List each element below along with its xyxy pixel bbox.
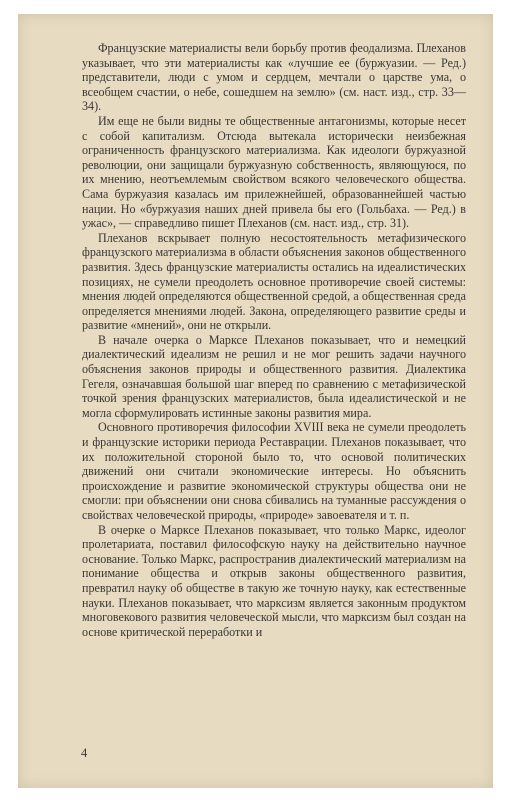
paragraph: Им еще не были видны те общественные антагонизмы, которые несет с собой капитализм. Отсюда вытекала исторически неизбежная ограниченность французского материализма. Как идеологи буржуазной революции, они защищали буржуазную собственность, являющуюся, по их мнению, неотъемлемым свойством всякого человеческого общества. Сама буржуазия казалась им прилежнейшей, образованнейшей частью нации. Но «буржуазия наших дней привела бы его (Гольбаха. — Ред.) в ужас», — справедливо пишет Плеханов (см. наст. изд., стр. 31). xyxy=(82,113,466,231)
page-text xyxy=(82,41,466,639)
paragraph: В начале очерка о Марксе Плеханов показывает, что и немецкий диалектический идеализм не решил и не мог решить задачи научного объяснения законов природы и общественного развития. Диалектика Гегеля, означавшая большой шаг вперед по сравнению с метафизической точкой зрения французских материалистов, была идеалистической и не могла сформулировать истинные законы развития мира. xyxy=(82,332,466,420)
page-number: 4 xyxy=(81,746,88,760)
paragraph: Основного противоречия философии XVIII века не сумели преодолеть и французские историки периода Реставрации. Плеханов показывает, что их положительной стороной было то, что основой политических движений они считали экономические интересы. Но объяснить происхождение и развитие экономической структуры общества они не смогли: при объяснении они снова сбивались на туманные рассуждения о свойствах человеческой природы, «природе» завоевателя и т. п. xyxy=(82,420,466,522)
paragraph: Плеханов вскрывает полную несостоятельность метафизического французского материализма в области объяснения законов общественного развития. Здесь французские материалисты остались на идеалистических позициях, не сумели преодолеть основное противоречие своей системы: мнения людей определяются общественной средой, а общественная среда определяется мнениями людей. Закона, определяющего развитие среды и развитие «мнений», они не открыли. xyxy=(82,230,466,333)
paragraph: Французские материалисты вели борьбу против феодализма. Плеханов указывает, что эти материалисты как «лучшие ее (буржуазии. — Ред.) представители, люди с умом и сердцем, мечтали о царстве ума, о всеобщем счастии, о небе, сошедшем на землю» (см. наст. изд., стр. 33—34). xyxy=(82,41,466,114)
paragraph: В очерке о Марксе Плеханов показывает, что только Маркс, идеолог пролетариата, поставил философскую науку на действительно научное основание. Только Маркс, распространив диалектический материализм на понимание общества и открыв законы общественного развития, превратил науку об обществе в такую же точную науку, как естественные науки. Плеханов показывает, что марксизм является законным продуктом многовекового развития человеческой мысли, что марксизм был создан на основе критической переработки и xyxy=(82,522,466,639)
book-page xyxy=(18,14,493,788)
